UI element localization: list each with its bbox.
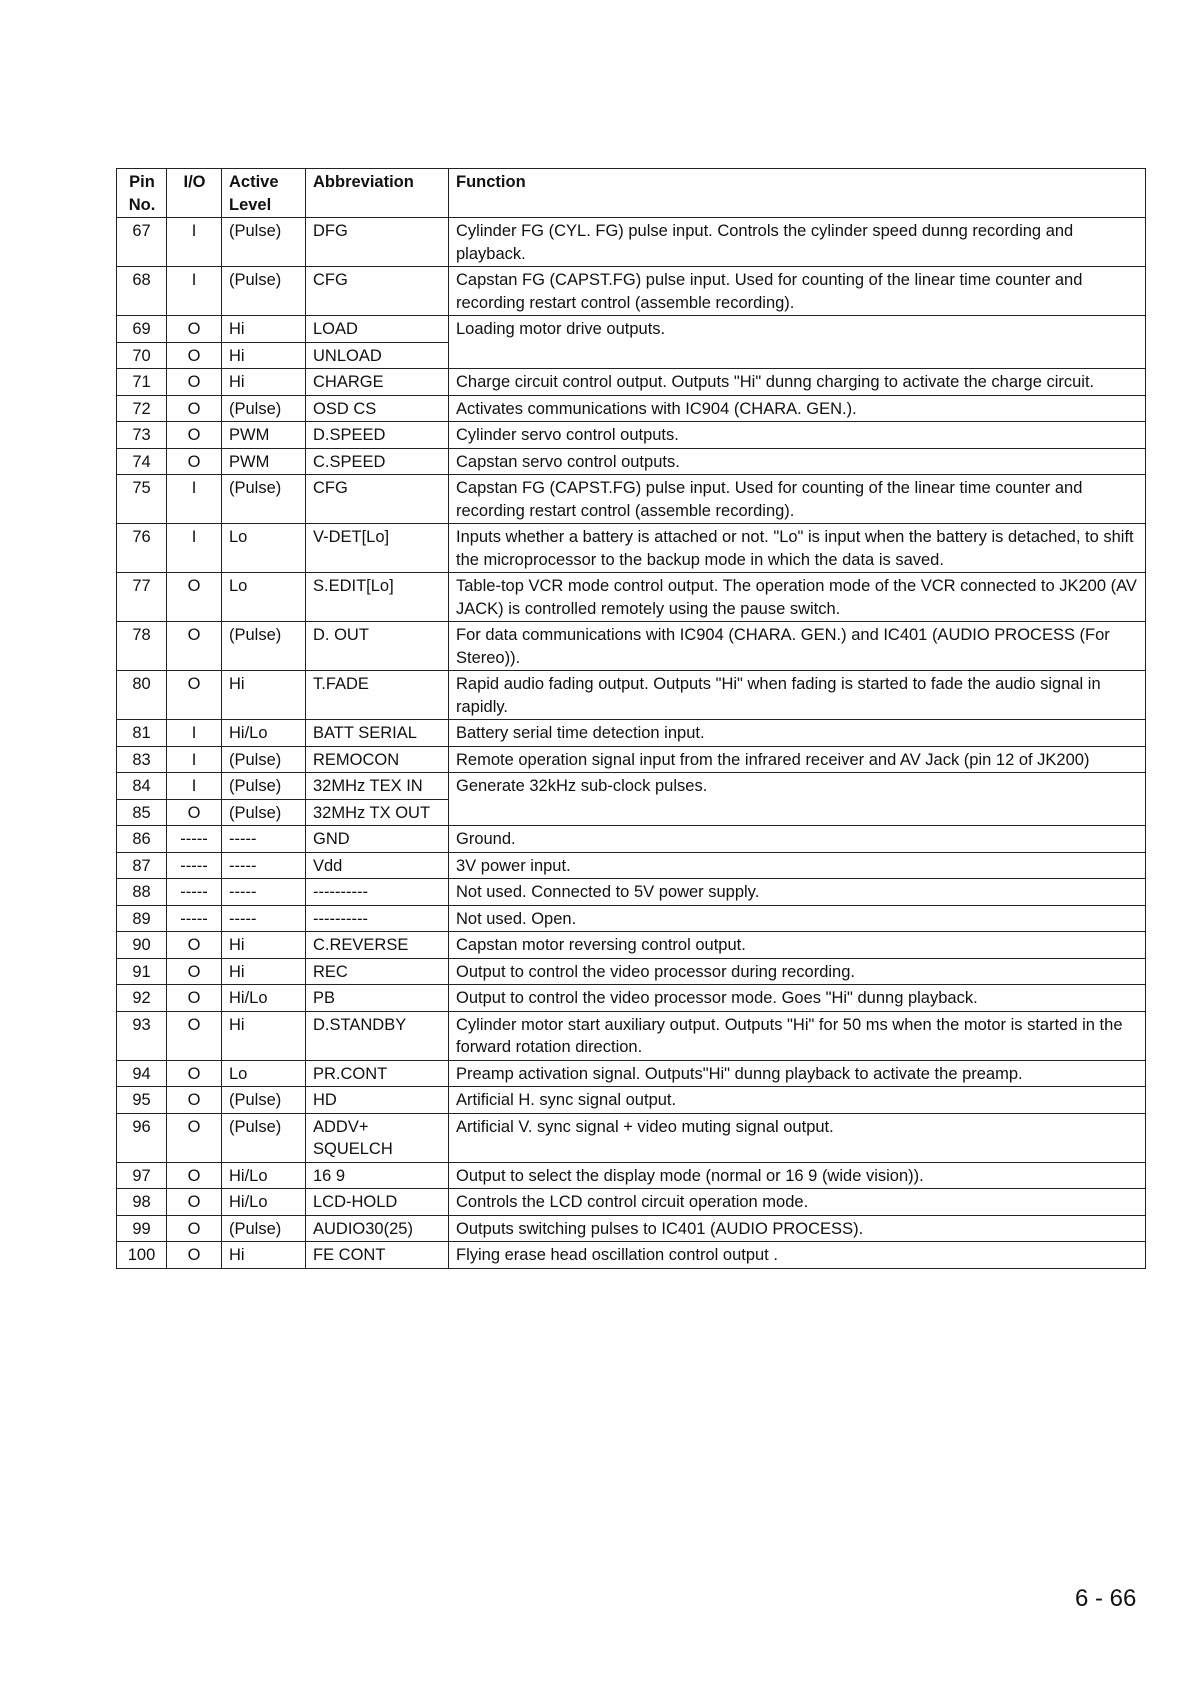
table-row	[117, 671, 1146, 720]
io-cell: I	[167, 746, 222, 773]
table-row	[117, 1113, 1146, 1162]
active-level-cell: (Pulse)	[222, 799, 306, 826]
table-row	[117, 1087, 1146, 1114]
io-cell: O	[167, 316, 222, 343]
io-cell: -----	[167, 879, 222, 906]
io-cell: O	[167, 1162, 222, 1189]
abbreviation-cell: V-DET[Lo]	[306, 524, 449, 573]
function-cell: Preamp activation signal. Outputs"Hi" dunng playback to activate the preamp.	[449, 1060, 1146, 1087]
pin-function-table	[116, 168, 1146, 1269]
active-level-cell: (Pulse)	[222, 395, 306, 422]
function-cell: Table-top VCR mode control output. The operation mode of the VCR connected to JK200 (AV JACK) is controlled remotely using the pause switch.	[449, 573, 1146, 622]
abbreviation-cell: LCD-HOLD	[306, 1189, 449, 1216]
table-row	[117, 218, 1146, 267]
active-level-cell: Hi/Lo	[222, 985, 306, 1012]
active-level-cell: (Pulse)	[222, 267, 306, 316]
active-level-cell: (Pulse)	[222, 475, 306, 524]
pin-cell: 87	[117, 852, 167, 879]
table-row	[117, 622, 1146, 671]
pin-cell: 86	[117, 826, 167, 853]
function-cell: Charge circuit control output. Outputs "Hi" dunng charging to activate the charge circuit.	[449, 369, 1146, 396]
active-level-cell: Hi	[222, 369, 306, 396]
active-level-cell: Hi	[222, 932, 306, 959]
io-cell: I	[167, 720, 222, 747]
table-row	[117, 1242, 1146, 1269]
table-row	[117, 1189, 1146, 1216]
io-cell: -----	[167, 852, 222, 879]
table-row	[117, 316, 1146, 343]
io-cell: O	[167, 395, 222, 422]
table-row	[117, 448, 1146, 475]
abbreviation-cell: 32MHz TX OUT	[306, 799, 449, 826]
pin-cell: 73	[117, 422, 167, 449]
function-cell: Output to select the display mode (normal or 16 9 (wide vision)).	[449, 1162, 1146, 1189]
function-cell: Not used. Open.	[449, 905, 1146, 932]
abbreviation-cell: 32MHz TEX IN	[306, 773, 449, 800]
io-cell: O	[167, 1242, 222, 1269]
table-row	[117, 958, 1146, 985]
active-level-cell: Lo	[222, 573, 306, 622]
active-level-cell: Hi	[222, 342, 306, 369]
table-header-row	[117, 169, 1146, 218]
abbreviation-cell: S.EDIT[Lo]	[306, 573, 449, 622]
pin-cell: 83	[117, 746, 167, 773]
pin-cell: 84	[117, 773, 167, 800]
active-level-cell: Hi/Lo	[222, 1162, 306, 1189]
io-cell: I	[167, 475, 222, 524]
function-cell: Cylinder motor start auxiliary output. Outputs "Hi" for 50 ms when the motor is started in the forward rotation direction.	[449, 1011, 1146, 1060]
table-row	[117, 720, 1146, 747]
active-level-cell: -----	[222, 905, 306, 932]
abbreviation-cell: C.SPEED	[306, 448, 449, 475]
io-cell: O	[167, 799, 222, 826]
table-row	[117, 985, 1146, 1012]
function-cell: Cylinder FG (CYL. FG) pulse input. Controls the cylinder speed dunng recording and playback.	[449, 218, 1146, 267]
io-cell: I	[167, 524, 222, 573]
function-cell: Generate 32kHz sub-clock pulses.	[449, 773, 1146, 826]
pin-cell: 94	[117, 1060, 167, 1087]
function-cell: Controls the LCD control circuit operation mode.	[449, 1189, 1146, 1216]
table-row	[117, 369, 1146, 396]
header-active-level: Active Level	[222, 169, 306, 218]
abbreviation-cell: CFG	[306, 267, 449, 316]
pin-cell: 72	[117, 395, 167, 422]
abbreviation-cell: BATT SERIAL	[306, 720, 449, 747]
pin-cell: 98	[117, 1189, 167, 1216]
pin-cell: 76	[117, 524, 167, 573]
abbreviation-cell: ----------	[306, 879, 449, 906]
function-cell: Remote operation signal input from the infrared receiver and AV Jack (pin 12 of JK200)	[449, 746, 1146, 773]
header-pin-no: Pin No.	[117, 169, 167, 218]
active-level-cell: (Pulse)	[222, 1087, 306, 1114]
io-cell: O	[167, 342, 222, 369]
pin-cell: 95	[117, 1087, 167, 1114]
pin-cell: 85	[117, 799, 167, 826]
table-row	[117, 1215, 1146, 1242]
function-cell: Battery serial time detection input.	[449, 720, 1146, 747]
io-cell: O	[167, 573, 222, 622]
active-level-cell: (Pulse)	[222, 746, 306, 773]
pin-cell: 99	[117, 1215, 167, 1242]
function-cell: Outputs switching pulses to IC401 (AUDIO PROCESS).	[449, 1215, 1146, 1242]
pin-cell: 81	[117, 720, 167, 747]
active-level-cell: -----	[222, 826, 306, 853]
abbreviation-cell: D.SPEED	[306, 422, 449, 449]
active-level-cell: -----	[222, 879, 306, 906]
abbreviation-cell: ADDV+ SQUELCH	[306, 1113, 449, 1162]
io-cell: I	[167, 218, 222, 267]
active-level-cell: Hi	[222, 1242, 306, 1269]
pin-cell: 74	[117, 448, 167, 475]
active-level-cell: (Pulse)	[222, 1215, 306, 1242]
abbreviation-cell: OSD CS	[306, 395, 449, 422]
active-level-cell: PWM	[222, 422, 306, 449]
abbreviation-cell: HD	[306, 1087, 449, 1114]
io-cell: I	[167, 267, 222, 316]
pin-cell: 90	[117, 932, 167, 959]
abbreviation-cell: PR.CONT	[306, 1060, 449, 1087]
pin-cell: 68	[117, 267, 167, 316]
abbreviation-cell: GND	[306, 826, 449, 853]
active-level-cell: Hi	[222, 316, 306, 343]
table-row	[117, 573, 1146, 622]
pin-cell: 75	[117, 475, 167, 524]
pin-cell: 96	[117, 1113, 167, 1162]
abbreviation-cell: LOAD	[306, 316, 449, 343]
table-row	[117, 826, 1146, 853]
abbreviation-cell: CFG	[306, 475, 449, 524]
pin-cell: 88	[117, 879, 167, 906]
pin-cell: 92	[117, 985, 167, 1012]
active-level-cell: Hi/Lo	[222, 720, 306, 747]
abbreviation-cell: D.STANDBY	[306, 1011, 449, 1060]
io-cell: O	[167, 1215, 222, 1242]
active-level-cell: (Pulse)	[222, 218, 306, 267]
function-cell: Artificial H. sync signal output.	[449, 1087, 1146, 1114]
io-cell: O	[167, 448, 222, 475]
pin-cell: 97	[117, 1162, 167, 1189]
active-level-cell: (Pulse)	[222, 773, 306, 800]
function-cell: Ground.	[449, 826, 1146, 853]
io-cell: O	[167, 1060, 222, 1087]
pin-cell: 77	[117, 573, 167, 622]
function-cell: Inputs whether a battery is attached or not. "Lo" is input when the battery is detached, to shift the microprocessor to the backup mode in which the data is saved.	[449, 524, 1146, 573]
abbreviation-cell: REMOCON	[306, 746, 449, 773]
io-cell: O	[167, 1011, 222, 1060]
table-row	[117, 475, 1146, 524]
function-cell: Output to control the video processor during recording.	[449, 958, 1146, 985]
pin-cell: 100	[117, 1242, 167, 1269]
pin-cell: 71	[117, 369, 167, 396]
io-cell: -----	[167, 826, 222, 853]
function-cell: Artificial V. sync signal + video muting signal output.	[449, 1113, 1146, 1162]
function-cell: Loading motor drive outputs.	[449, 316, 1146, 369]
io-cell: O	[167, 932, 222, 959]
table-row	[117, 1162, 1146, 1189]
function-cell: Capstan motor reversing control output.	[449, 932, 1146, 959]
table-row	[117, 879, 1146, 906]
function-cell: Rapid audio fading output. Outputs "Hi" when fading is started to fade the audio signal in rapidly.	[449, 671, 1146, 720]
io-cell: O	[167, 1113, 222, 1162]
pin-cell: 69	[117, 316, 167, 343]
table-body	[117, 218, 1146, 1269]
abbreviation-cell: UNLOAD	[306, 342, 449, 369]
abbreviation-cell: DFG	[306, 218, 449, 267]
pin-cell: 70	[117, 342, 167, 369]
active-level-cell: (Pulse)	[222, 1113, 306, 1162]
pin-cell: 78	[117, 622, 167, 671]
table-row	[117, 773, 1146, 800]
active-level-cell: PWM	[222, 448, 306, 475]
pin-cell: 80	[117, 671, 167, 720]
function-cell: Cylinder servo control outputs.	[449, 422, 1146, 449]
pin-cell: 91	[117, 958, 167, 985]
io-cell: O	[167, 369, 222, 396]
active-level-cell: Hi	[222, 671, 306, 720]
abbreviation-cell: CHARGE	[306, 369, 449, 396]
io-cell: O	[167, 985, 222, 1012]
header-function: Function	[449, 169, 1146, 218]
table-row	[117, 524, 1146, 573]
header-io: I/O	[167, 169, 222, 218]
header-abbreviation: Abbreviation	[306, 169, 449, 218]
io-cell: O	[167, 622, 222, 671]
abbreviation-cell: ----------	[306, 905, 449, 932]
abbreviation-cell: D. OUT	[306, 622, 449, 671]
pin-cell: 67	[117, 218, 167, 267]
function-cell: Capstan FG (CAPST.FG) pulse input. Used for counting of the linear time counter and recording restart control (assemble recording).	[449, 267, 1146, 316]
function-cell: Activates communications with IC904 (CHARA. GEN.).	[449, 395, 1146, 422]
function-cell: Capstan FG (CAPST.FG) pulse input. Used for counting of the linear time counter and recording restart control (assemble recording).	[449, 475, 1146, 524]
function-cell: Capstan servo control outputs.	[449, 448, 1146, 475]
function-cell: Flying erase head oscillation control output .	[449, 1242, 1146, 1269]
abbreviation-cell: REC	[306, 958, 449, 985]
table-row	[117, 852, 1146, 879]
abbreviation-cell: C.REVERSE	[306, 932, 449, 959]
function-cell: Not used. Connected to 5V power supply.	[449, 879, 1146, 906]
active-level-cell: (Pulse)	[222, 622, 306, 671]
io-cell: O	[167, 671, 222, 720]
table-row	[117, 746, 1146, 773]
table-row	[117, 395, 1146, 422]
table-row	[117, 267, 1146, 316]
io-cell: O	[167, 1087, 222, 1114]
function-cell: 3V power input.	[449, 852, 1146, 879]
io-cell: O	[167, 958, 222, 985]
abbreviation-cell: FE CONT	[306, 1242, 449, 1269]
active-level-cell: Hi/Lo	[222, 1189, 306, 1216]
io-cell: -----	[167, 905, 222, 932]
pin-cell: 89	[117, 905, 167, 932]
abbreviation-cell: PB	[306, 985, 449, 1012]
io-cell: O	[167, 1189, 222, 1216]
table-row	[117, 905, 1146, 932]
function-cell: Output to control the video processor mode. Goes "Hi" dunng playback.	[449, 985, 1146, 1012]
abbreviation-cell: AUDIO30(25)	[306, 1215, 449, 1242]
table-row	[117, 932, 1146, 959]
pin-cell: 93	[117, 1011, 167, 1060]
active-level-cell: Lo	[222, 1060, 306, 1087]
active-level-cell: Hi	[222, 958, 306, 985]
active-level-cell: Lo	[222, 524, 306, 573]
table-row	[117, 1060, 1146, 1087]
io-cell: O	[167, 422, 222, 449]
table-row	[117, 422, 1146, 449]
function-cell: For data communications with IC904 (CHARA. GEN.) and IC401 (AUDIO PROCESS (For Stereo)).	[449, 622, 1146, 671]
active-level-cell: -----	[222, 852, 306, 879]
abbreviation-cell: Vdd	[306, 852, 449, 879]
io-cell: I	[167, 773, 222, 800]
table-row	[117, 1011, 1146, 1060]
page-number: 6 - 66	[1075, 1585, 1137, 1612]
abbreviation-cell: T.FADE	[306, 671, 449, 720]
active-level-cell: Hi	[222, 1011, 306, 1060]
abbreviation-cell: 16 9	[306, 1162, 449, 1189]
